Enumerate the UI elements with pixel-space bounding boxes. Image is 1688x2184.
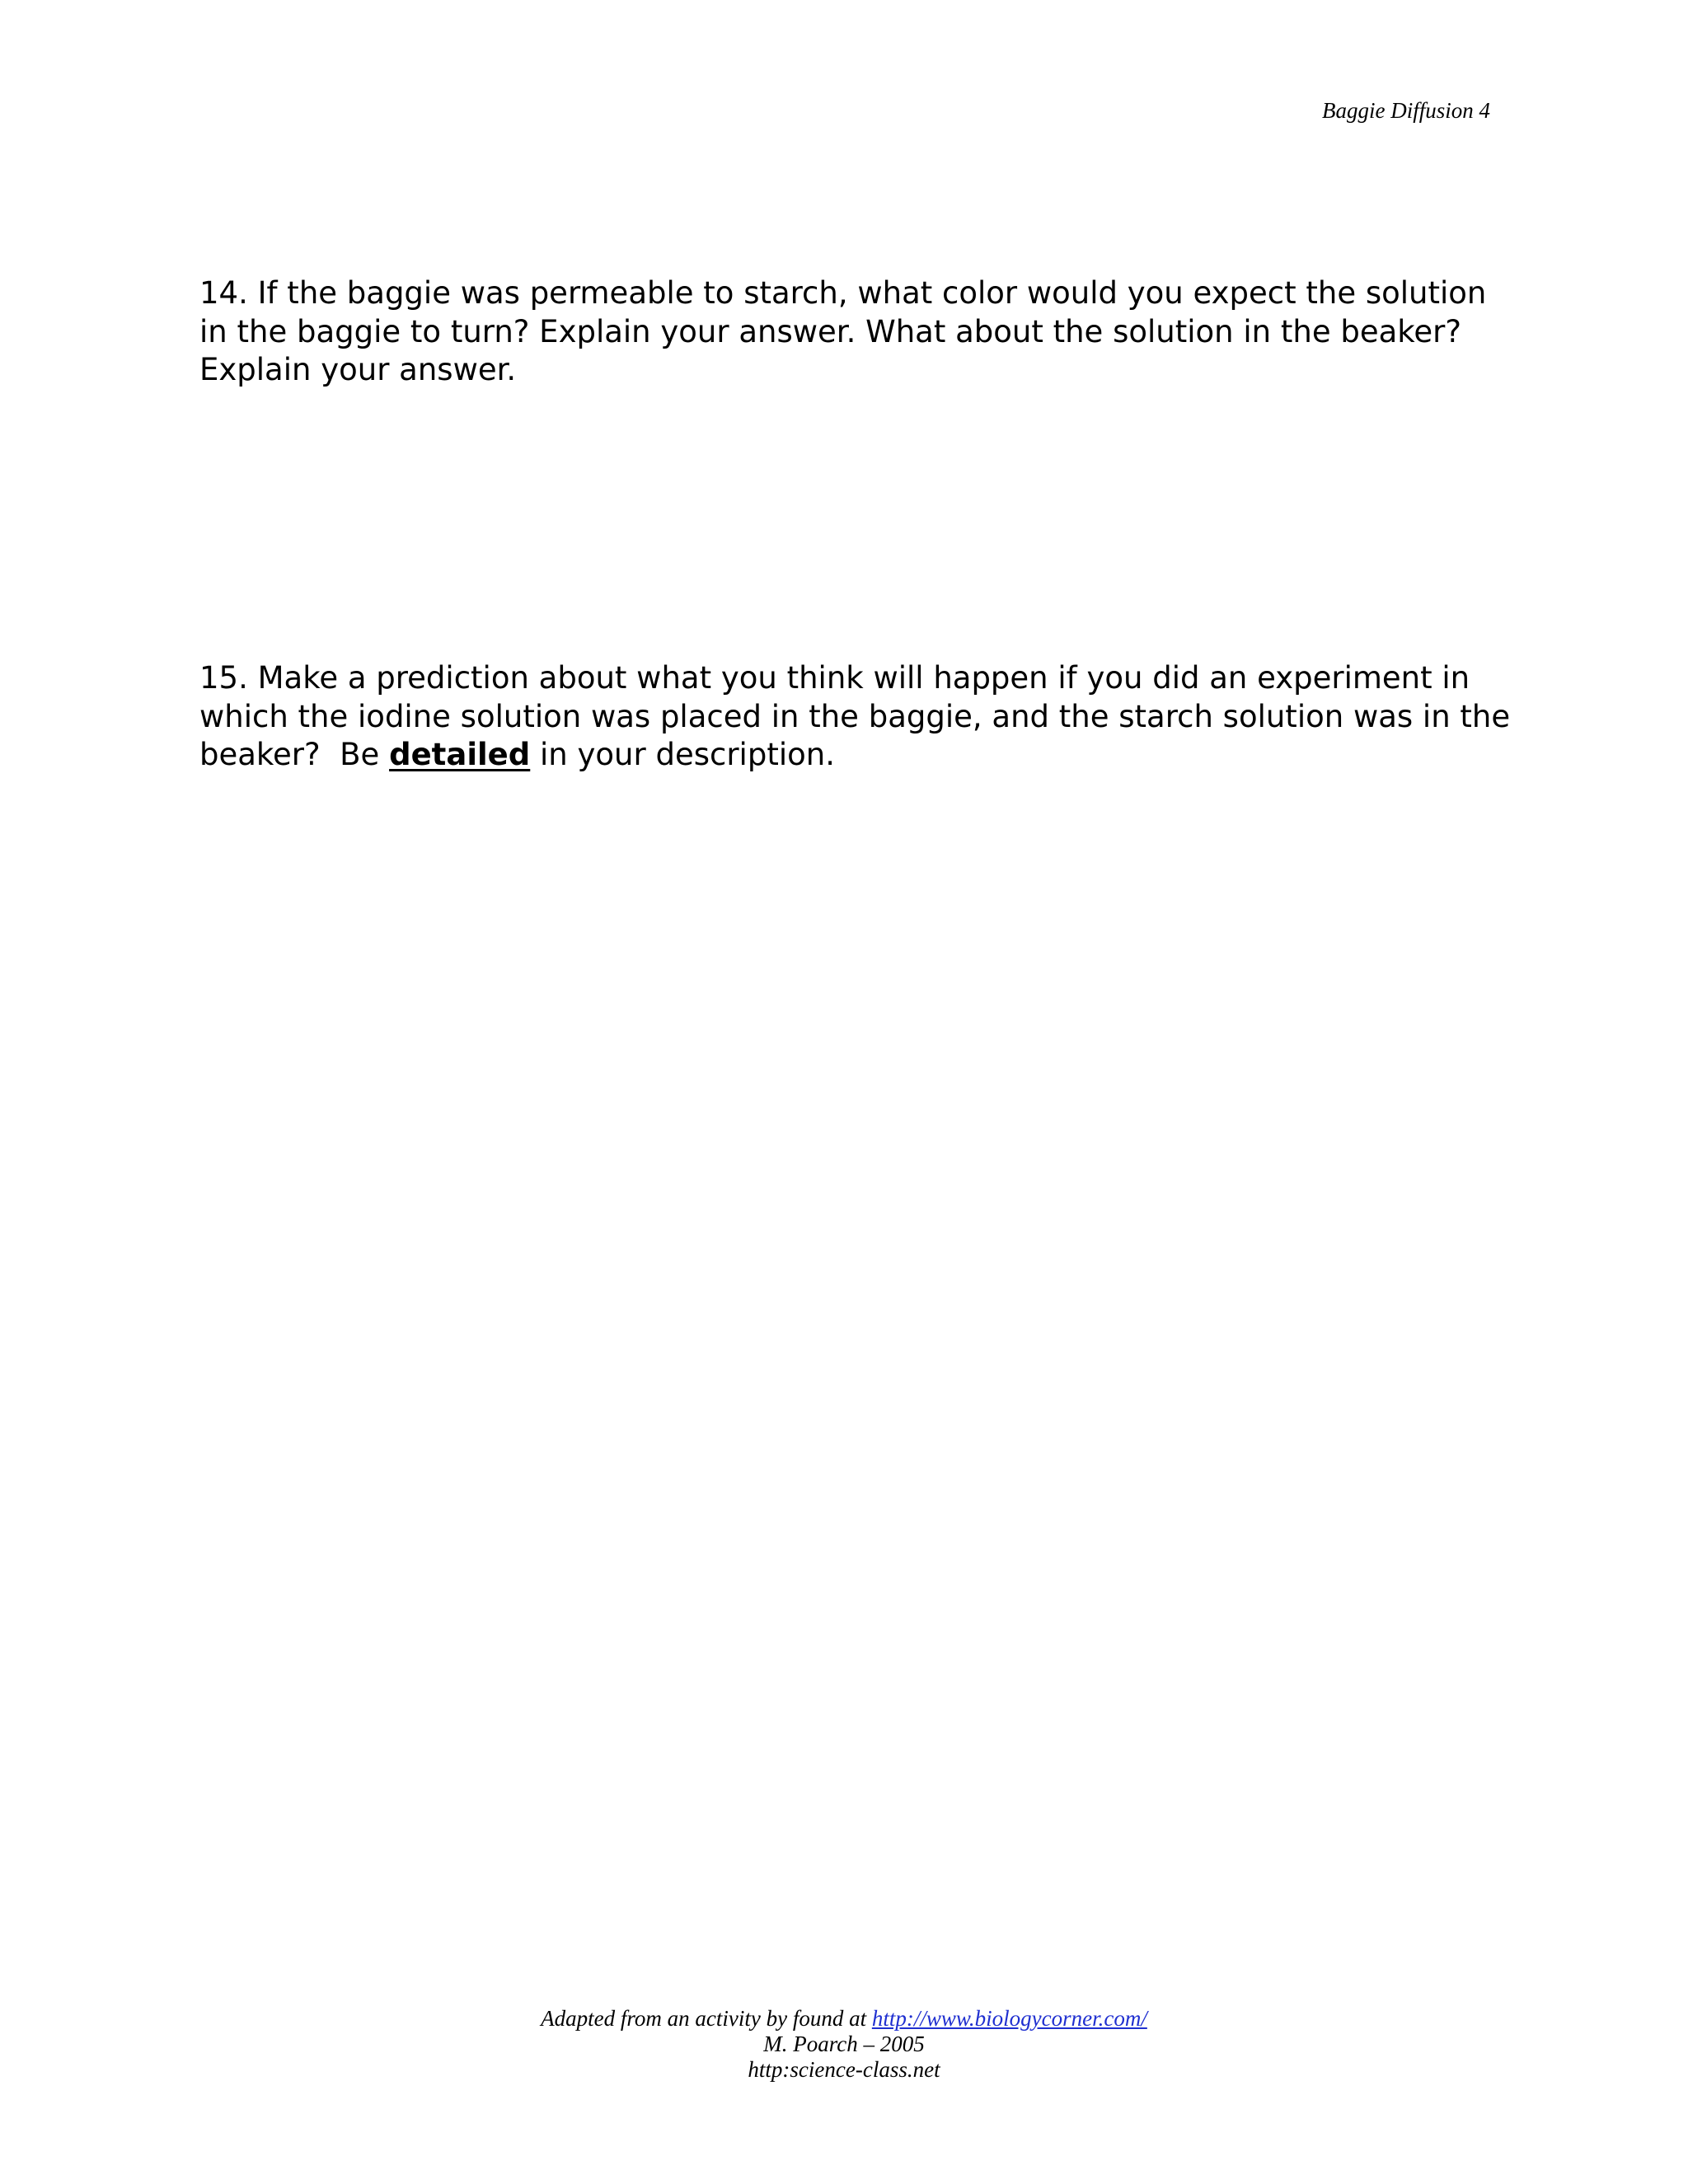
question-14-number: 14. <box>199 275 248 311</box>
biologycorner-link[interactable]: http://www.biologycorner.com/ <box>871 2006 1147 2031</box>
footer-site: http:science-class.net <box>748 2057 940 2082</box>
question-15-number: 15. <box>199 660 248 696</box>
footer-attribution-text: Adapted from an activity by found at <box>541 2006 872 2031</box>
question-14-text <box>199 274 1518 390</box>
question-15-prompt-start: Make a prediction about what you think will happen if you did an experiment in which the iodine solution was placed in the baggie, and the starch solution was in the beaker? Be <box>199 660 1520 772</box>
footer-author: M. Poarch – 2005 <box>763 2032 925 2056</box>
page-header-label: Baggie Diffusion 4 <box>1322 98 1490 123</box>
question-14 <box>199 274 1518 390</box>
question-15-emphasis: detailed <box>389 737 531 772</box>
footer-attribution <box>0 2006 1688 2032</box>
question-15 <box>199 659 1518 775</box>
question-14-prompt: If the baggie was permeable to starch, what color would you expect the solution in the baggie to turn? Explain your answer. What about the solution in the beaker? Explain your answer. <box>199 275 1487 387</box>
page-footer <box>0 2006 1688 2083</box>
question-15-text <box>199 659 1518 775</box>
question-15-prompt-end: in your description. <box>530 737 835 772</box>
